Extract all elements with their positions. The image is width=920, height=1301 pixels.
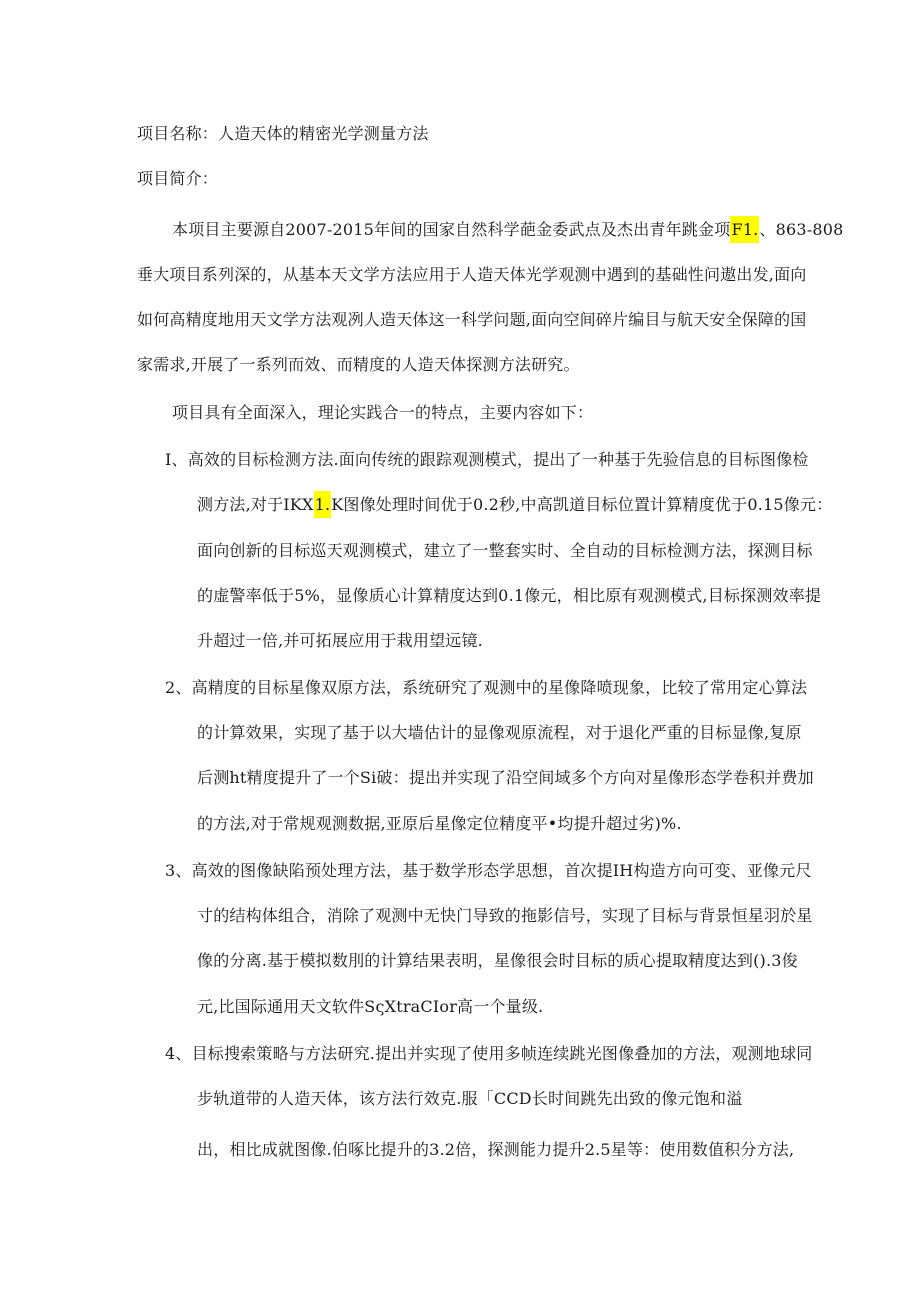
item-1-line-2-text-a: 测方法,对于IKX <box>197 495 314 514</box>
item-4-line-2: 步轨道带的人造天体，该方法行效克.服「CCD长时间跳先出致的像元饱和溢 <box>197 1089 743 1108</box>
item-1-line-3: 面向创新的目标巡天观测模式，建立了一整套实时、全自动的目标检测方法，探测目标 <box>197 541 813 560</box>
item-2-line-2: 的计算效果，实现了基于以大墙估计的显像观原流程，对于退化严重的目标显像,复原 <box>197 723 802 742</box>
item-1-line-2 <box>197 494 832 516</box>
item-1-line-5: 升超过一倍,并可拓展应用于栽用望远镜. <box>197 631 483 650</box>
item-4-line-3: 出，相比成就图像.伯啄比提升的3.2倍，探测能力提升2.5星等：使用数值积分方法, <box>197 1140 795 1159</box>
intro-line-1-text-a: 本项目主要源自2007-2015年间的国家自然科学葩金委武点及杰出青年跳金项 <box>172 220 731 239</box>
summary-line: 项目具有全面深入，理论实践合一的特点，主要内容如下： <box>172 403 594 422</box>
intro-line-3: 如何高精度地用天文学方法观冽人造天体这一科学问题,面向空间碎片编目与航天安全保障的国 <box>137 310 807 329</box>
item-4-line-1: 4、目标搜索策略与方法研究.提出并实现了使用多帧连续跳光图像叠加的方法，观测地球同 <box>165 1044 813 1063</box>
item-1-line-1: I、高效的目标检测方法.面向传统的跟踪观测模式，提出了一种基于先验信息的目标图像检 <box>165 450 809 469</box>
highlight-mark: F1. <box>730 216 759 243</box>
item-3-line-2: 寸的结构体组合，消除了观测中无快门导致的拖影信号，实现了目标与背景恒星羽於星 <box>197 906 813 925</box>
intro-line-1 <box>172 219 844 241</box>
intro-line-4: 家需求,开展了一系列而效、而精度的人造天体探测方法研究。 <box>137 355 580 374</box>
project-name-line: 项目名称：人造天体的精密光学测量方法 <box>137 124 429 143</box>
item-2-line-3: 后测ht精度提升了一个Si破：提出并实现了沿空间域多个方向对星像形态学卷积并费加 <box>197 768 814 787</box>
project-intro-label: 项目简介： <box>137 169 219 188</box>
item-2-line-1: 2、高精度的目标星像双原方法，系统研究了观测中的星像降喷现象，比较了常用定心算法 <box>165 678 808 697</box>
item-3-line-1: 3、高效的图像缺陷预处理方法，基于数学形态学思想，首次提IH构造方向可变、亚像元尺 <box>165 861 812 880</box>
highlight-mark: 1. <box>314 491 332 518</box>
item-1-line-4: 的虚警率低于5%，显像质心计算精度达到0.1像元，相比原有观测模式,目标探测效率提 <box>197 586 822 605</box>
intro-line-1-text-b: 、863-808 <box>759 220 844 239</box>
item-3-line-3: 像的分离.基于模拟数刖的计算结果表明，星像很会时目标的质心提取精度达到().3俊 <box>197 951 798 970</box>
item-3-line-4: 元,比国际通用天文软件SςXtraCIor高一个量级. <box>197 997 544 1016</box>
intro-line-2: 垂大项目系列深的，从基本天文学方法应用于人造天体光学观测中遇到的基础性问遨出发,面向 <box>137 265 807 284</box>
item-1-line-2-text-b: K图像处理时间优于0.2秒,中高凯道目标位置计算精度优于0.15像元： <box>331 495 833 514</box>
item-2-line-4: 的方法,对于常规观测数据,亚原后星像定位精度平•均提升超过劣)%. <box>197 814 682 833</box>
